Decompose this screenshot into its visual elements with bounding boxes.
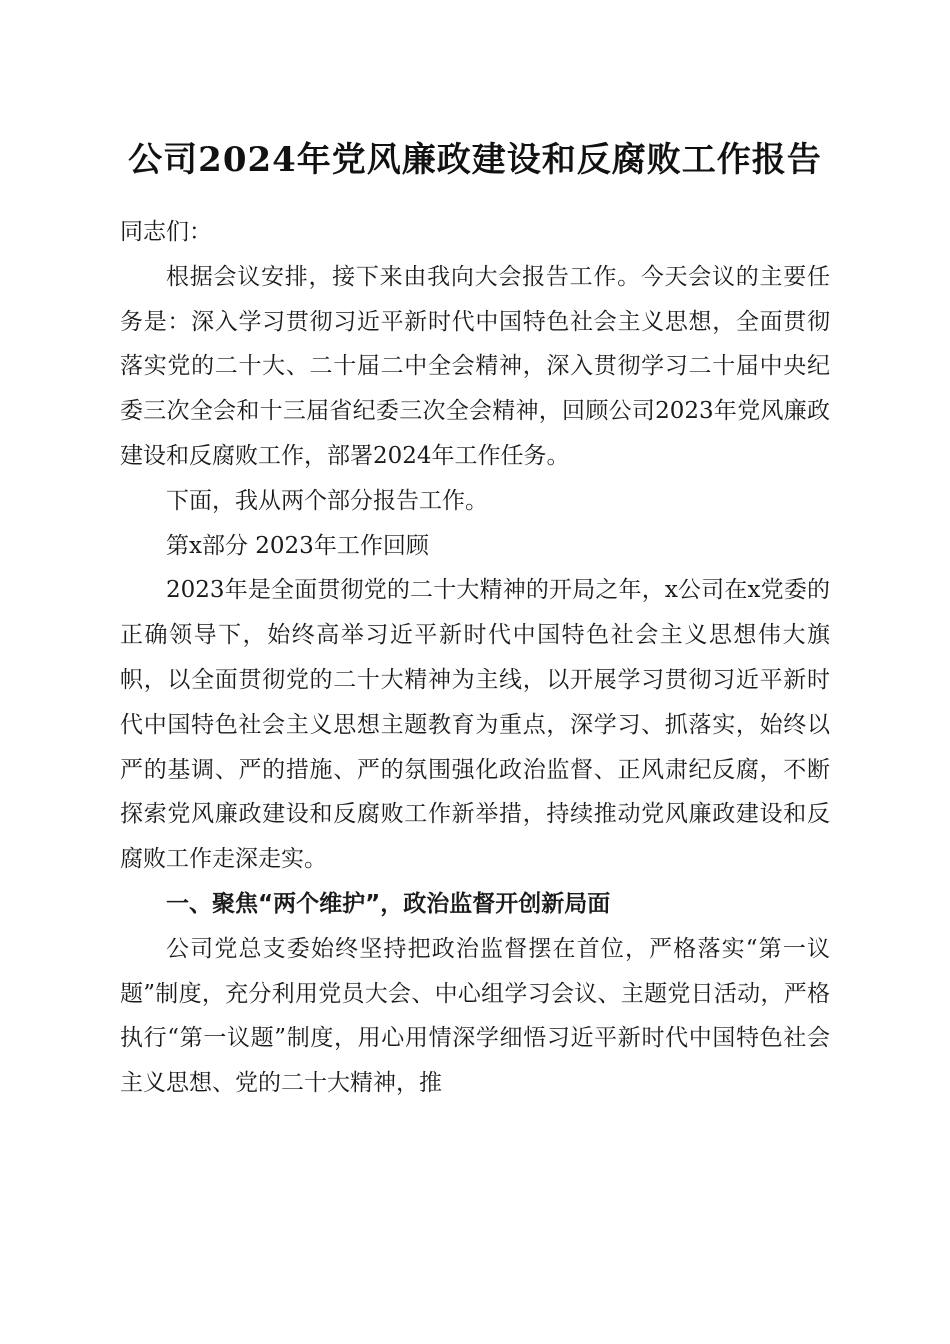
intro-paragraph: 根据会议安排，接下来由我向大会报告工作。今天会议的主要任务是：深入学习贯彻习近平新时代中国特色社会主义思想，全面贯彻落实党的二十大、二十届二中全会精神，深入贯彻学习二十届中央纪委三次全会和十三届省纪委三次全会精神，回顾公司2023年党风廉政建设和反腐败工作，部署2024年工作任务。 <box>120 263 830 469</box>
section-heading-1: 一、聚焦“两个维护”，政治监督开创新局面 <box>166 890 611 917</box>
outline-paragraph: 下面，我从两个部分报告工作。 <box>166 487 488 514</box>
salutation: 同志们： <box>120 219 212 245</box>
document-title: 公司2024年党风廉政建设和反腐败工作报告 <box>128 140 822 180</box>
part-heading: 第x部分 2023年工作回顾 <box>166 532 429 559</box>
review-paragraph: 2023年是全面贯彻党的二十大精神的开局之年，x公司在x党委的正确领导下，始终高举习近平新时代中国特色社会主义思想伟大旗帜，以全面贯彻党的二十大精神为主线，以开展学习贯彻习近平新时代中国特色社会主义思想主题教育为重点，深学习、抓落实，始终以严的基调、严的措施、严的氛围强化政治监督、正风肃纪反腐，不断探索党风廉政建设和反腐败工作新举措，持续推动党风廉政建设和反腐败工作走深走实。 <box>120 577 830 873</box>
document-body <box>120 210 830 1106</box>
section-1-paragraph: 公司党总支委始终坚持把政治监督摆在首位，严格落实“第一议题”制度，充分利用党员大会、中心组学习会议、主题党日活动，严格执行“第一议题”制度，用心用情深学细悟习近平新时代中国特色社会主义思想、党的二十大精神，推 <box>120 935 830 1097</box>
